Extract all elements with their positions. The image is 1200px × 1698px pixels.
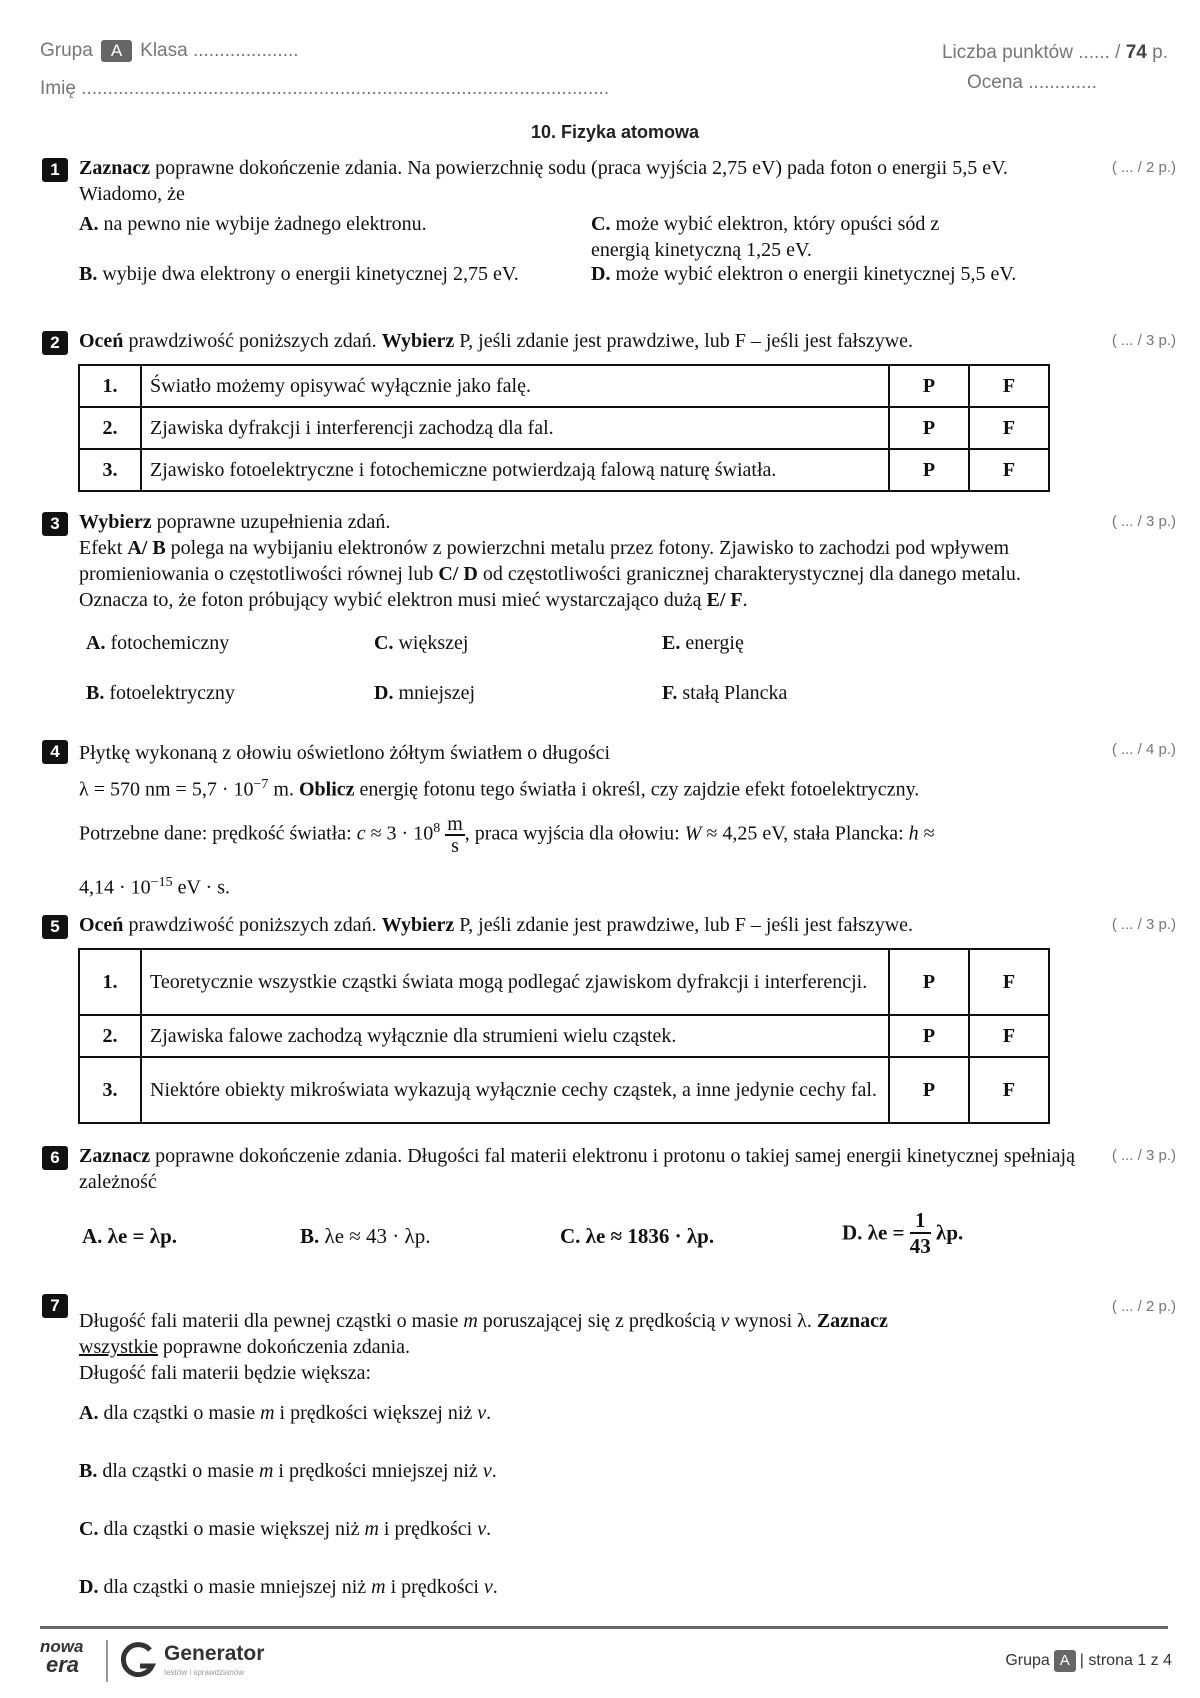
symbol-v: v <box>477 1518 487 1540</box>
symbol-w: W <box>684 822 702 845</box>
table-row <box>79 949 1049 1015</box>
class-field[interactable]: Klasa .................... <box>140 40 299 61</box>
symbol-v: v <box>483 1576 493 1598</box>
statement: Niektóre obiekty mikroświata wykazują wyłącznie cechy cząstek, a inne jedynie cechy fal. <box>141 1057 889 1123</box>
question-number: 4 <box>42 740 68 764</box>
question-number: 5 <box>42 915 68 939</box>
group-label: Grupa <box>1005 1652 1050 1669</box>
option-b[interactable] <box>79 261 559 287</box>
question-number: 6 <box>42 1146 68 1170</box>
given-data: ≈ <box>918 822 935 845</box>
option-letter: C. <box>374 632 394 654</box>
question-text: polega na wybijaniu elektronów z powierzchni metalu przez fotony. Zjawisko to zachodzi pod wpływem promieniowania o częstotliwości równej lub <box>79 537 1010 585</box>
option-text: energię <box>680 632 744 654</box>
symbol-c: c <box>356 822 366 845</box>
points-label: Liczba punktów ...... / <box>941 42 1121 63</box>
fraction-numerator: m <box>447 812 463 835</box>
option-letter: A. <box>79 213 99 235</box>
option-formula: λe = <box>867 1220 905 1245</box>
question-text: wynosi λ. <box>729 1310 817 1332</box>
option-text: dla cząstki o masie mniejszej niż <box>98 1576 372 1598</box>
false-option[interactable]: F <box>969 365 1049 407</box>
row-number: 3. <box>79 1057 141 1123</box>
question-2 <box>42 328 1090 354</box>
instruction-verb: Wybierz <box>381 330 455 352</box>
question-7 <box>42 1294 1090 1386</box>
unit-fraction <box>445 814 465 856</box>
false-option[interactable]: F <box>969 949 1049 1015</box>
question-number: 1 <box>42 158 68 182</box>
points-badge: ( ... / 2 p.) <box>1111 159 1176 176</box>
formula: m. <box>268 778 299 801</box>
question-4 <box>42 737 1090 900</box>
fraction-numerator: 1 <box>910 1208 931 1234</box>
question-6 <box>42 1143 1090 1195</box>
option-a[interactable] <box>86 632 229 655</box>
given-data: Potrzebne dane: prędkość światła: <box>79 822 357 845</box>
question-number: 2 <box>42 331 68 355</box>
option-b[interactable] <box>79 1460 497 1483</box>
exponent: −7 <box>253 777 269 792</box>
points-badge: ( ... / 3 p.) <box>1111 332 1176 349</box>
page-number: | strona 1 z 4 <box>1079 1652 1172 1669</box>
option-e[interactable] <box>662 632 744 655</box>
question-number: 7 <box>42 1294 68 1318</box>
option-text: dla cząstki o masie większej niż <box>98 1518 365 1540</box>
option-a[interactable] <box>79 211 549 237</box>
option-f[interactable] <box>662 682 787 705</box>
question-3 <box>42 509 1090 613</box>
group-field <box>40 40 299 62</box>
true-option[interactable]: P <box>889 449 969 491</box>
given-data: ≈ 3 · 10 <box>365 822 434 845</box>
question-text: Długość fali materii będzie większa: <box>79 1362 372 1384</box>
row-number: 2. <box>79 407 141 449</box>
option-formula: λp. <box>936 1220 964 1245</box>
question-text: . <box>742 589 748 611</box>
option-a[interactable] <box>79 1402 491 1425</box>
points-badge: ( ... / 4 p.) <box>1111 741 1176 758</box>
option-text: . <box>486 1402 492 1424</box>
option-text: stałą Plancka <box>677 682 788 704</box>
option-text: może wybić elektron, który opuści sód z energią kinetyczną 1,25 eV. <box>591 213 940 261</box>
table-row <box>79 365 1049 407</box>
points-field <box>942 42 1168 64</box>
question-text: Efekt <box>79 537 128 559</box>
question-text: poprawne uzupełnienia zdań. <box>151 511 391 533</box>
points-badge: ( ... / 2 p.) <box>1111 1298 1176 1315</box>
option-letter: B. <box>79 263 98 285</box>
instruction-verb: Zaznacz <box>79 157 151 179</box>
logo-text: Generator <box>164 1642 265 1665</box>
option-text: większej <box>393 632 469 654</box>
option-letter: A. <box>79 1402 99 1424</box>
instruction-verb: Zaznacz <box>816 1310 888 1332</box>
option-text: może wybić elektron o energii kinetycznej 5,5 eV. <box>610 263 1017 285</box>
option-c[interactable] <box>79 1518 491 1541</box>
row-number: 3. <box>79 449 141 491</box>
instruction-verb: Oceń <box>79 330 124 352</box>
given-data: , praca wyjścia dla ołowiu: <box>464 822 685 845</box>
symbol-v: v <box>477 1402 487 1424</box>
symbol-h: h <box>908 822 919 845</box>
gap-cd: C/ D <box>438 563 478 585</box>
logo-subtext: testów i sprawdzianów <box>164 1668 245 1677</box>
row-number: 1. <box>79 949 141 1015</box>
logo-text: nowa <box>40 1637 84 1656</box>
question-text: poruszającej się z prędkością <box>477 1310 721 1332</box>
symbol-v: v <box>482 1460 492 1482</box>
false-option[interactable]: F <box>969 1057 1049 1123</box>
option-letter: B. <box>79 1460 98 1482</box>
option-text: dla cząstki o masie <box>98 1402 261 1424</box>
group-badge: A <box>1054 1650 1076 1672</box>
page-indicator <box>1005 1650 1172 1672</box>
table-row <box>79 407 1049 449</box>
option-fraction <box>910 1208 931 1258</box>
statement: Teoretycznie wszystkie cząstki świata mogą podlegać zjawiskom dyfrakcji i interferencji. <box>141 949 889 1015</box>
option-text: i prędkości mniejszej niż <box>273 1460 483 1482</box>
option-d[interactable] <box>591 261 1151 287</box>
question-text: poprawne dokończenie zdania. Na powierzchnię sodu (praca wyjścia 2,75 eV) pada foton o energii 5,5 eV. Wiadomo, że <box>79 157 1008 205</box>
option-text: i prędkości większej niż <box>274 1402 478 1424</box>
option-text: . <box>492 1576 498 1598</box>
option-letter: D. <box>591 263 611 285</box>
formula: λ = 570 nm = 5,7 · 10 <box>79 778 254 801</box>
question-1 <box>42 155 1090 301</box>
option-b[interactable] <box>300 1224 430 1249</box>
name-field[interactable]: Imię .................................................................................................... <box>40 78 610 99</box>
option-text: . <box>491 1460 497 1482</box>
option-d[interactable] <box>842 1208 963 1258</box>
gap-ab: A/ B <box>127 537 166 559</box>
gap-ef: E/ F <box>706 589 743 611</box>
group-badge: A <box>101 40 132 62</box>
symbol-m: m <box>371 1576 386 1598</box>
question-text: energię fotonu tego światła i określ, czy zajdzie efekt fotoelektryczny. <box>354 778 920 801</box>
question-text: prawdziwość poniższych zdań. <box>123 330 382 352</box>
option-d[interactable] <box>374 682 475 705</box>
row-number: 2. <box>79 1015 141 1057</box>
fraction-denominator: s <box>451 834 459 857</box>
option-letter: D. <box>842 1220 863 1245</box>
option-letter: B. <box>86 682 105 704</box>
option-formula: λe = λp. <box>107 1224 178 1248</box>
points-badge: ( ... / 3 p.) <box>1111 513 1176 530</box>
symbol-m: m <box>364 1518 379 1540</box>
true-option[interactable]: P <box>889 949 969 1015</box>
table-row <box>79 449 1049 491</box>
option-text: i prędkości <box>378 1518 478 1540</box>
statement: Zjawiska dyfrakcji i interferencji zachodzą dla fal. <box>141 407 889 449</box>
statement: Zjawiska falowe zachodzą wyłącznie dla strumieni wielu cząstek. <box>141 1015 889 1057</box>
nowa-era-logo <box>40 1637 100 1677</box>
true-option[interactable]: P <box>889 1015 969 1057</box>
logo-divider <box>106 1640 108 1682</box>
logo-text: era <box>46 1652 80 1677</box>
option-a[interactable] <box>82 1224 177 1249</box>
option-b[interactable] <box>86 682 235 705</box>
row-number: 1. <box>79 365 141 407</box>
points-badge: ( ... / 3 p.) <box>1111 1147 1176 1164</box>
exponent: 8 <box>433 820 441 836</box>
true-false-table-q5 <box>78 948 1050 1124</box>
question-number: 3 <box>42 512 68 536</box>
instruction-verb: Zaznacz <box>79 1145 151 1167</box>
option-text: na pewno nie wybije żadnego elektronu. <box>98 213 427 235</box>
given-data: ≈ 4,25 eV, stała Plancka: <box>701 822 909 845</box>
option-text: . <box>486 1518 492 1540</box>
symbol-m: m <box>258 1460 274 1482</box>
table-row <box>79 1057 1049 1123</box>
exponent: −15 <box>150 874 173 890</box>
false-option[interactable]: F <box>969 407 1049 449</box>
points-unit: p. <box>1152 42 1168 63</box>
table-row <box>79 1015 1049 1057</box>
true-option[interactable]: P <box>889 1057 969 1123</box>
option-letter: A. <box>82 1224 103 1248</box>
true-false-table-q2 <box>78 364 1050 492</box>
symbol-m: m <box>260 1402 275 1424</box>
option-text: fotochemiczny <box>105 632 230 654</box>
option-letter: B. <box>300 1224 320 1248</box>
option-c[interactable] <box>374 632 468 655</box>
option-letter: C. <box>560 1224 581 1248</box>
page-title: 10. Fizyka atomowa <box>530 122 700 142</box>
option-letter: C. <box>591 213 611 235</box>
symbol-v: v <box>720 1310 730 1332</box>
option-letter: C. <box>79 1518 99 1540</box>
generator-g-icon <box>120 1640 158 1680</box>
option-c[interactable] <box>560 1224 714 1249</box>
option-d[interactable] <box>79 1576 498 1599</box>
emphasis-text: wszystkie <box>79 1336 158 1358</box>
instruction-verb: Wybierz <box>79 511 152 533</box>
statement: Światło możemy opisywać wyłącznie jako falę. <box>141 365 889 407</box>
grade-field[interactable]: Ocena ............. <box>967 72 1097 93</box>
option-letter: D. <box>374 682 394 704</box>
false-option[interactable]: F <box>969 1015 1049 1057</box>
option-c[interactable] <box>591 211 971 263</box>
instruction-verb: Oceń <box>79 914 124 936</box>
false-option[interactable]: F <box>969 449 1049 491</box>
fraction-denominator: 43 <box>909 1234 931 1258</box>
option-formula: λe ≈ 43 · λp. <box>324 1224 431 1248</box>
option-text: i prędkości <box>385 1576 484 1598</box>
question-text: prawdziwość poniższych zdań. <box>123 914 382 936</box>
points-badge: ( ... / 3 p.) <box>1111 916 1176 933</box>
option-text: fotoelektryczny <box>104 682 235 704</box>
question-text: poprawne dokończenie zdania. Długości fal materii elektronu i protonu o takiej samej energii kinetycznej spełniają zależność <box>79 1145 1075 1193</box>
true-option[interactable]: P <box>889 407 969 449</box>
question-text: Długość fali materii dla pewnej cząstki o masie <box>79 1310 464 1332</box>
instruction-verb: Wybierz <box>381 914 455 936</box>
given-data: eV · s. <box>172 876 230 899</box>
option-text: dla cząstki o masie <box>97 1460 259 1482</box>
points-total: 74 <box>1125 42 1147 63</box>
true-option[interactable]: P <box>889 365 969 407</box>
question-text: od częstotliwości granicznej charakterystycznej dla danego metalu. Oznacza to, że foton próbujący wybić elektron musi mieć wystarczająco dużą <box>79 563 1021 611</box>
option-letter: A. <box>86 632 106 654</box>
question-text: P, jeśli zdanie jest prawdziwe, lub F – jeśli jest fałszywe. <box>454 330 914 352</box>
option-letter: F. <box>662 682 678 704</box>
question-text: poprawne dokończenia zdania. <box>157 1336 410 1358</box>
statement: Zjawisko fotoelektryczne i fotochemiczne potwierdzają falową naturę światła. <box>141 449 889 491</box>
symbol-m: m <box>463 1310 478 1332</box>
option-letter: E. <box>662 632 681 654</box>
option-letter: D. <box>79 1576 99 1598</box>
instruction-verb: Oblicz <box>298 778 355 801</box>
option-formula: λe ≈ 1836 · λp. <box>585 1224 715 1248</box>
given-data: 4,14 · 10 <box>79 876 151 899</box>
question-text: Płytkę wykonaną z ołowiu oświetlono żółtym światłem o długości <box>79 742 611 764</box>
group-label: Grupa <box>40 40 93 61</box>
option-text: mniejszej <box>393 682 476 704</box>
question-text: P, jeśli zdanie jest prawdziwe, lub F – jeśli jest fałszywe. <box>454 914 914 936</box>
option-text: wybije dwa elektrony o energii kinetycznej 2,75 eV. <box>97 263 519 285</box>
question-5 <box>42 912 1090 938</box>
footer-divider <box>40 1626 1168 1629</box>
